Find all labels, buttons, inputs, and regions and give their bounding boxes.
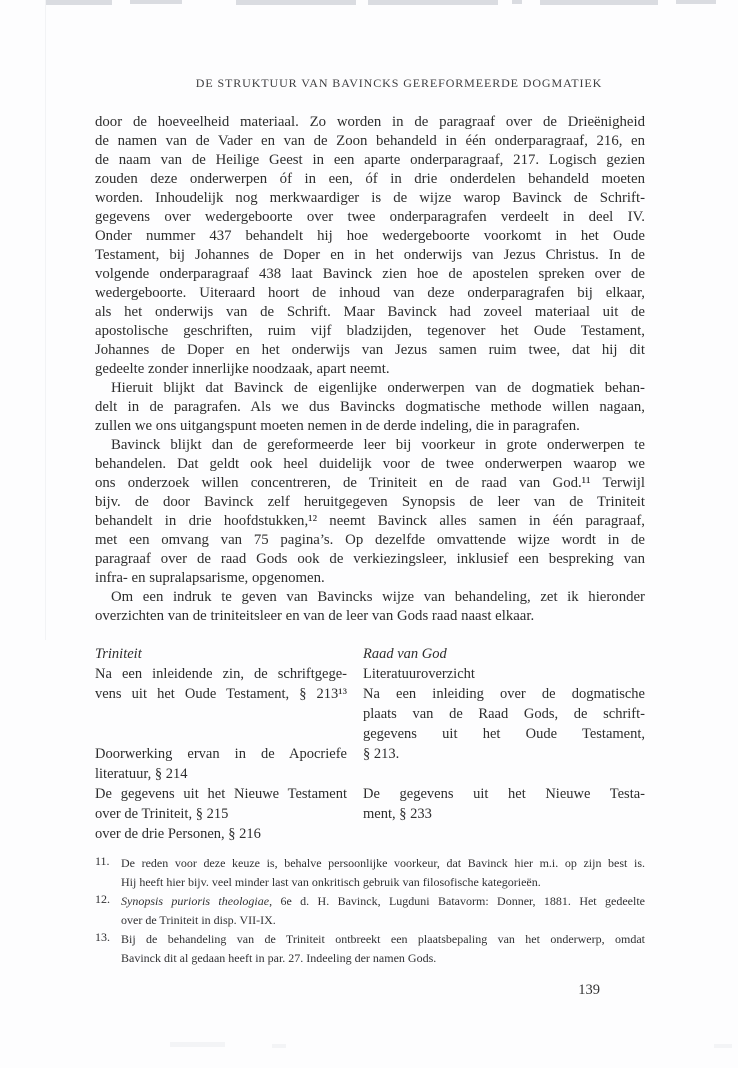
text-line: gegevens over wedergeboorte over twee onderparagrafen verdeelt in deel IV.: [95, 209, 645, 225]
text-line: als het onderwijs van de Schrift. Maar Bavinck had zoveel materiaal uit de: [95, 304, 645, 320]
scan-artifact: [130, 0, 182, 4]
footnote-12: [95, 892, 645, 930]
scan-artifact: [236, 0, 356, 5]
footnote-number: 12.: [95, 892, 110, 906]
footnote-text: [121, 892, 645, 930]
text-line: door de hoeveelheid materiaal. Zo worden in de paragraaf over de Drieënigheid: [95, 114, 645, 130]
text-line: overzichten van de triniteitsleer en van de leer van Gods raad naast elkaar.: [95, 608, 535, 624]
scan-artifact: [170, 1042, 225, 1047]
scan-artifact-top-bar: [0, 0, 738, 7]
footnote-rest: , 6e d. H. Bavinck, Lugduni Batavorm: Donner, 1881. Het gedeelte: [269, 894, 645, 908]
text-line: volgende onderparagraaf 438 laat Bavinck zien hoe de apostelen spreken over de: [95, 266, 645, 282]
text-line: zullen we ons uitgangspunt moeten nemen in de derde indeling, die in paragrafen.: [95, 418, 580, 434]
scan-artifact: [368, 0, 498, 5]
column-row: [363, 824, 645, 844]
column-row: De gegevens uit het Nieuwe Testa-: [363, 786, 645, 802]
scan-artifact: [46, 0, 112, 5]
text-line: wedergeboorte. Uiteraard hoort de inhoud van deze onderparagrafen bij elkaar,: [95, 285, 645, 301]
scan-artifact-left-line: [45, 0, 46, 640]
text-line: Om een indruk te geven van Bavincks wijze van behandeling, zet ik hieronder: [111, 589, 645, 605]
text-line: [121, 892, 645, 911]
text-line: Onder nummer 437 behandelt hij hoe wedergeboorte voorkomt in het Oude: [95, 228, 645, 244]
text-line: behandelen. Dat geldt ook heel duidelijk voor de twee onderwerpen waarop we: [95, 456, 645, 472]
paragraph: [95, 379, 645, 436]
footnote-number: 11.: [95, 854, 110, 868]
text-line: delt in de paragrafen. Als we dus Bavincks dogmatische methode willen nagaan,: [95, 399, 645, 415]
text-line: Hieruit blijkt dat Bavinck de eigenlijke onderwerpen van de dogmatiek behan-: [111, 380, 645, 396]
column-row: over de drie Personen, § 216: [95, 826, 261, 842]
text-line: zouden deze onderwerpen óf in een, óf in drie onderdelen behandeld moeten: [95, 171, 645, 187]
comparison-columns: [95, 644, 645, 844]
footnote-text: [121, 930, 645, 968]
scan-artifact: [676, 0, 716, 4]
column-row: gegevens uit het Oude Testament,: [363, 726, 645, 742]
paragraph: [95, 436, 645, 588]
text-line: gedeelte zonder innerlijke noodzaak, apart neemt.: [95, 361, 390, 377]
footnotes: [95, 854, 645, 968]
footnote-11: [95, 854, 645, 892]
text-line: apostolische geschriften, ruim vijf bladzijden, tegenover het Oude Testament,: [95, 323, 645, 339]
text-line: Testament, bij Johannes de Doper en in het onderwijs van Jezus Christus. In de: [95, 247, 645, 263]
body-text: [95, 113, 645, 626]
column-row: Doorwerking ervan in de Apocriefe: [95, 746, 347, 762]
text-line: ons onderzoek willen concentreren, de Triniteit en de raad van God.¹¹ Terwijl: [95, 475, 645, 491]
column-row: Na een inleidende zin, de schriftgege-: [95, 666, 347, 682]
text-line: De reden voor deze keuze is, behalve persoonlijke voorkeur, dat Bavinck hier m.i. op zijn best is.: [121, 856, 645, 870]
footnote-text: [121, 854, 645, 892]
text-line: over de Triniteit in disp. VII-IX.: [121, 913, 276, 927]
text-line: bijv. de door Bavinck zelf heruitgegeven Synopsis de leer van de Triniteit: [95, 494, 645, 510]
column-row: § 213.: [363, 746, 400, 762]
column-row: [95, 724, 347, 744]
text-line: Hij heeft hier bijv. veel minder last van onkritisch gebruik van filosofische kategorieën.: [121, 875, 541, 889]
page-content: [95, 76, 645, 999]
column-row: plaats van de Raad Gods, de schrift-: [363, 706, 645, 722]
column-row: over de Triniteit, § 215: [95, 806, 229, 822]
text-line: met een omvang van 75 pagina’s. Op dezelfde omvattende wijze wordt in de: [95, 532, 645, 548]
column-row: ment, § 233: [363, 806, 432, 822]
footnote-title-italic: Synopsis purioris theologiae: [121, 894, 270, 908]
text-line: de naam van de Heilige Geest in een aparte onderparagraaf, 217. Logisch gezien: [95, 152, 645, 168]
text-line: Bavinck blijkt dan de gereformeerde leer bij voorkeur in grote onderwerpen te: [111, 437, 645, 453]
scan-artifact: [714, 1044, 732, 1048]
column-heading: Triniteit: [95, 646, 142, 662]
paragraph: [95, 588, 645, 626]
text-line: infra- en supralapsarisme, opgenomen.: [95, 570, 325, 586]
column-heading: Raad van God: [363, 646, 447, 662]
running-head: DE STRUKTUUR VAN BAVINCKS GEREFORMEERDE DOGMATIEK: [195, 76, 603, 90]
column-row: Na een inleiding over de dogmatische: [363, 686, 645, 702]
column-raad-van-god: [363, 644, 645, 844]
text-line: worden. Inhoudelijk nog merkwaardiger is de wijze warop Bavinck de Schrift-: [95, 190, 645, 206]
text-line: paragraaf over de raad Gods ook de verkiezingsleer, inklusief een bespreking van: [95, 551, 645, 567]
text-line: Johannes de Doper en het onderwijs van Jezus samen ruim twee, dat hij dit: [95, 342, 645, 358]
scan-artifact: [272, 1044, 286, 1048]
column-row: [95, 704, 347, 724]
scan-artifact: [512, 0, 522, 4]
column-row: De gegevens uit het Nieuwe Testament: [95, 786, 347, 802]
column-row: literatuur, § 214: [95, 766, 188, 782]
column-row: vens uit het Oude Testament, § 213¹³: [95, 686, 347, 702]
footnote-13: [95, 930, 645, 968]
page-number: 139: [578, 982, 600, 998]
text-line: de namen van de Vader en van de Zoon behandeld in één onderparagraaf, 216, en: [95, 133, 645, 149]
column-triniteit: [95, 644, 347, 844]
column-row: Literatuuroverzicht: [363, 666, 475, 682]
scan-artifact: [540, 0, 658, 5]
footnote-number: 13.: [95, 930, 110, 944]
text-line: behandelt in drie hoofdstukken,¹² neemt Bavinck alles samen in één paragraaf,: [95, 513, 645, 529]
paragraph: [95, 113, 645, 379]
text-line: Bij de behandeling van de Triniteit ontbreekt een plaatsbepaling van het onderwerp, omdat: [121, 932, 645, 946]
text-line: Bavinck dit al gedaan heeft in par. 27. Indeeling der namen Gods.: [121, 951, 437, 965]
column-row: [363, 764, 645, 784]
